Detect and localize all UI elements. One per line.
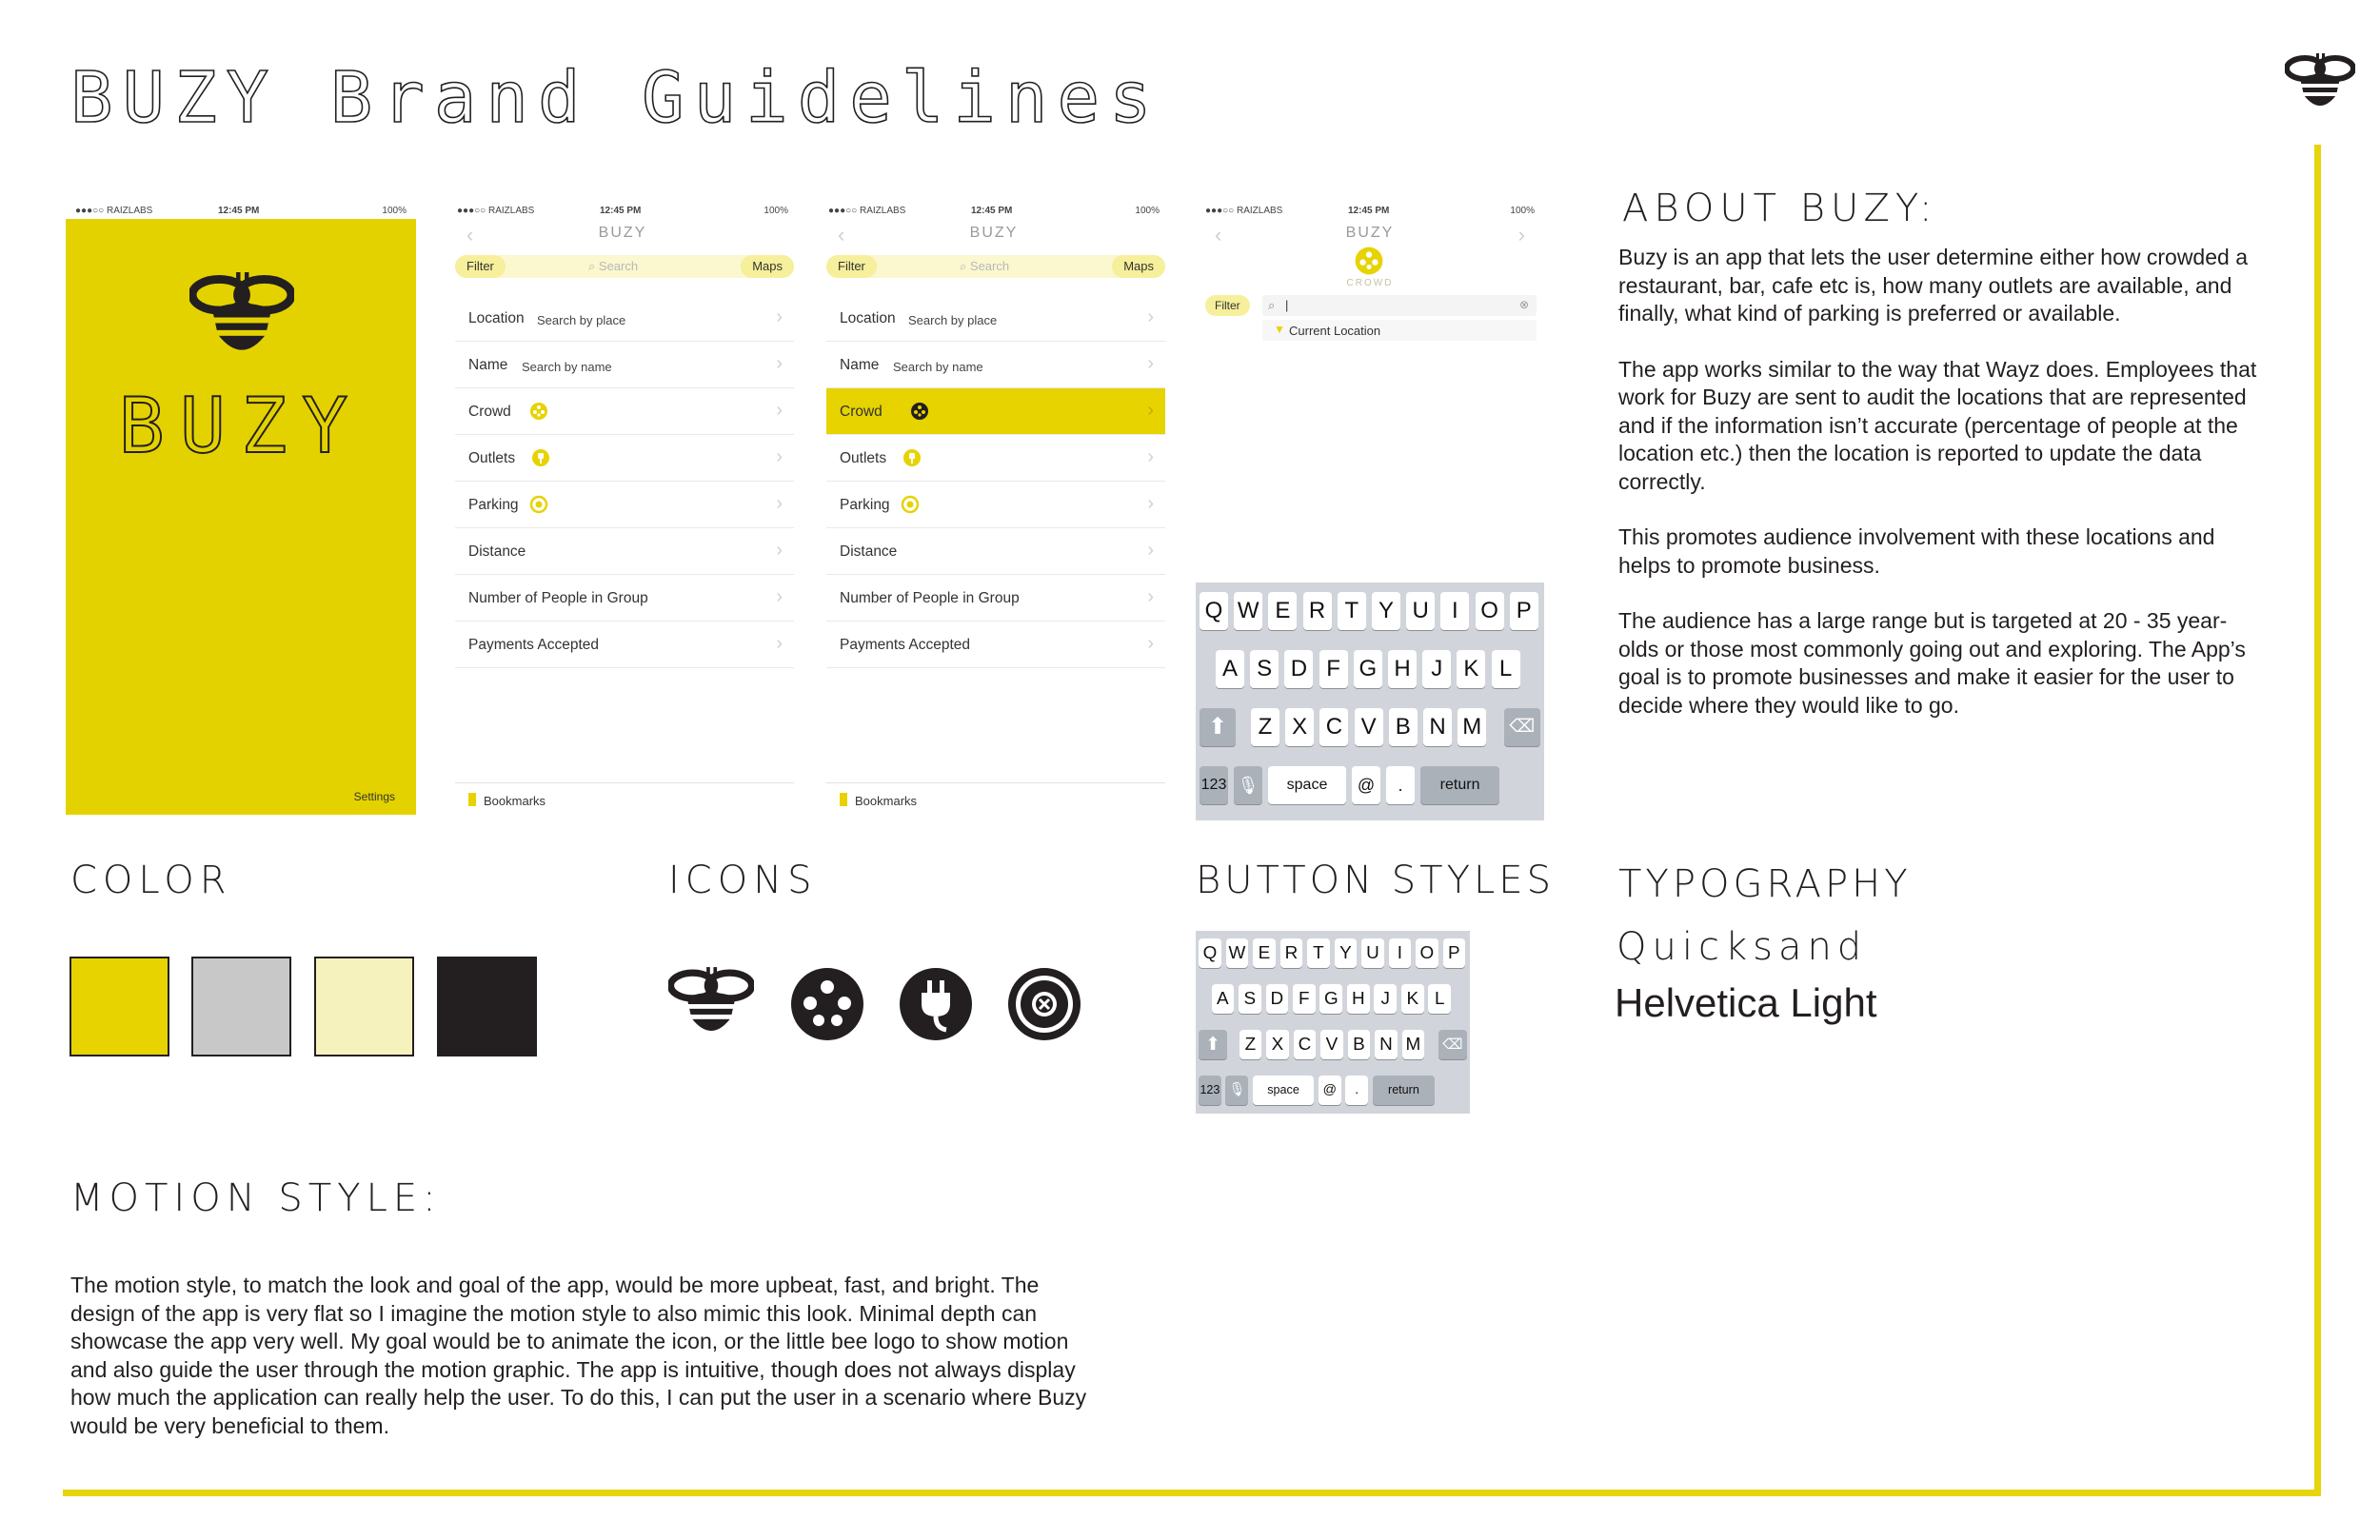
key-p[interactable]: P <box>1510 592 1538 630</box>
key-f[interactable]: F <box>1293 984 1316 1014</box>
key-n[interactable]: N <box>1423 708 1452 746</box>
filter-list <box>455 295 794 668</box>
at-key[interactable]: @ <box>1319 1076 1341 1105</box>
list-item-distance[interactable]: Distance › <box>455 528 794 575</box>
filter-button[interactable]: Filter <box>455 255 506 278</box>
filter-list <box>826 295 1165 668</box>
delete-key[interactable] <box>1504 708 1540 746</box>
dot-key[interactable]: . <box>1386 766 1415 804</box>
list-item-payments[interactable]: Payments Accepted › <box>455 622 794 668</box>
key-k[interactable]: K <box>1457 650 1485 688</box>
key-h[interactable]: H <box>1347 984 1370 1014</box>
search-icon: ⌕ <box>588 259 599 273</box>
about-text: Buzy is an app that lets the user determine either how crowded a restaurant, bar, cafe etc is, how many outlets are available, and finally, what kind of parking is preferred or available. The app works similar to the way that Wayz does. Employees that work for Buzy are sent to audit the locations that are represented and if the information isn’t accurate (percentage of people at the location etc.) then the location is reported to update the data correctly. This promotes audience involvement with these locations and helps to promote business. The audience has a large range but is targeted at 20 - 35 year-olds or those most commonly going out and exploring. The App’s goal is to promote businesses and make it easier for the user to decide where they would like to go. <box>1618 245 2257 718</box>
numbers-key[interactable]: 123 <box>1200 766 1228 804</box>
list-item-group-size[interactable]: Number of People in Group › <box>826 575 1165 622</box>
key-l[interactable]: L <box>1492 650 1520 688</box>
key-s[interactable]: S <box>1239 984 1261 1014</box>
bee-icon <box>189 272 294 363</box>
swatch-black <box>437 957 537 1056</box>
numbers-key[interactable]: 123 <box>1199 1076 1221 1105</box>
chevron-right-icon: › <box>1147 586 1154 607</box>
bookmark-icon <box>468 793 476 806</box>
list-item-outlets[interactable]: Outlets › <box>455 435 794 482</box>
key-g[interactable]: G <box>1319 984 1342 1014</box>
at-key[interactable]: @ <box>1352 766 1380 804</box>
parking-wheel-icon <box>1002 961 1087 1047</box>
key-w[interactable]: W <box>1226 938 1249 968</box>
key-i[interactable]: I <box>1389 938 1412 968</box>
motion-text: The motion style, to match the look and goal of the app, would be more upbeat, fast, and bright. The design of the app is very flat so I imagine the motion style to also mimic this look. Minimal depth can showcase the app very well. My goal would be to animate the icon, or the little bee logo to show motion and also guide the user through the motion graphic. The app is intuitive, though does not always display how much the application can really help the user. To do this, I can put the user in a scenario where Buzy would be very beneficial to them. <box>70 1273 1087 1438</box>
key-z[interactable]: Z <box>1240 1030 1262 1059</box>
phone-crowd-selected <box>819 196 1169 815</box>
keyboard-small <box>1196 931 1470 1114</box>
key-i[interactable]: I <box>1440 592 1469 630</box>
keyboard-large <box>1196 582 1544 820</box>
space-key[interactable]: space <box>1268 766 1346 804</box>
chevron-right-icon: › <box>776 586 783 607</box>
search-input[interactable]: ⌕ | ⊗ <box>1262 295 1537 316</box>
key-m[interactable]: M <box>1402 1030 1425 1059</box>
key-q[interactable]: Q <box>1200 592 1228 630</box>
outlet-plug-icon <box>902 448 922 467</box>
chevron-right-icon: › <box>1147 446 1154 467</box>
chevron-right-icon: › <box>1147 493 1154 514</box>
bookmarks-bar[interactable]: Bookmarks <box>455 782 794 815</box>
phone-filter-list <box>447 196 798 815</box>
key-v[interactable]: V <box>1355 708 1383 746</box>
key-l[interactable]: L <box>1428 984 1451 1014</box>
microphone-icon: 🎙 <box>1228 1081 1246 1097</box>
list-item-payments[interactable]: Payments Accepted › <box>826 622 1165 668</box>
chevron-right-icon: › <box>776 540 783 561</box>
key-d[interactable]: D <box>1266 984 1289 1014</box>
nav-title: BUZY <box>598 225 647 241</box>
frame-border-bottom <box>63 1490 2321 1496</box>
crowd-icon <box>910 402 929 421</box>
shift-key[interactable] <box>1200 708 1236 746</box>
list-item-distance[interactable]: Distance › <box>826 528 1165 575</box>
list-item-name[interactable]: Name Search by name › <box>826 342 1165 388</box>
key-x[interactable]: X <box>1285 708 1314 746</box>
search-input[interactable]: ⌕ Search <box>960 259 1010 273</box>
forward-chevron-icon[interactable]: › <box>1517 223 1525 247</box>
list-item-location[interactable]: Location Search by place › <box>826 295 1165 342</box>
search-input[interactable]: ⌕ Search <box>588 259 639 273</box>
list-item-outlets[interactable]: Outlets › <box>826 435 1165 482</box>
delete-key[interactable] <box>1438 1030 1467 1059</box>
key-c[interactable]: C <box>1319 708 1348 746</box>
chevron-right-icon: › <box>1147 540 1154 561</box>
button-styles-heading: BUTTON STYLES <box>1196 859 1555 902</box>
key-t[interactable]: T <box>1338 592 1366 630</box>
bookmark-icon <box>840 793 847 806</box>
chevron-right-icon: › <box>1147 633 1154 654</box>
back-chevron-icon[interactable]: ‹ <box>838 223 845 247</box>
chevron-right-icon: › <box>776 353 783 374</box>
key-m[interactable]: M <box>1458 708 1486 746</box>
key-c[interactable]: C <box>1294 1030 1317 1059</box>
back-chevron-icon[interactable]: ‹ <box>1215 223 1222 247</box>
chevron-right-icon: › <box>1147 400 1154 421</box>
key-j[interactable]: J <box>1374 984 1397 1014</box>
microphone-key[interactable] <box>1234 766 1262 804</box>
typography-heading: TYPOGRAPHY <box>1618 862 1912 906</box>
delete-icon: ⌫ <box>1509 717 1536 737</box>
maps-button[interactable]: Maps <box>741 255 794 278</box>
key-g[interactable]: G <box>1354 650 1382 688</box>
key-b[interactable]: B <box>1389 708 1418 746</box>
current-location-suggestion[interactable]: ▼ Current Location <box>1262 320 1537 341</box>
bee-logo-icon <box>2285 53 2355 114</box>
phone-splash-screen <box>66 196 416 815</box>
location-pin-icon: ▼ <box>1274 323 1285 336</box>
page-title: BUZY Brand Guidelines <box>70 57 1161 139</box>
search-bar <box>826 255 1165 278</box>
swatch-gray <box>191 957 291 1056</box>
key-e[interactable]: E <box>1253 938 1276 968</box>
list-item-name[interactable]: Name Search by name › <box>455 342 794 388</box>
list-item-crowd-active[interactable]: Crowd › <box>826 388 1165 435</box>
key-r[interactable]: R <box>1280 938 1303 968</box>
typography-sample-quicksand: Quicksand <box>1616 925 1868 969</box>
parking-wheel-icon <box>901 495 920 514</box>
dot-key[interactable]: . <box>1345 1076 1368 1105</box>
parking-wheel-icon <box>529 495 548 514</box>
microphone-key[interactable] <box>1225 1076 1248 1105</box>
key-d[interactable]: D <box>1284 650 1313 688</box>
return-key[interactable]: return <box>1420 766 1499 804</box>
search-icon: ⌕ <box>1268 298 1276 312</box>
chevron-right-icon: › <box>776 306 783 327</box>
chevron-right-icon: › <box>776 633 783 654</box>
filter-button[interactable]: Filter <box>1205 295 1250 316</box>
frame-border-right <box>2314 145 2321 1496</box>
key-r[interactable]: R <box>1303 592 1332 630</box>
outlet-plug-icon <box>531 448 550 467</box>
bookmarks-bar[interactable]: Bookmarks <box>826 782 1165 815</box>
shift-key[interactable] <box>1199 1030 1227 1059</box>
key-x[interactable]: X <box>1266 1030 1289 1059</box>
nav-title: BUZY <box>1345 225 1395 241</box>
bee-icon <box>668 961 754 1047</box>
status-bar: ●●●○○ RAIZLABS 12:45 PM 100% <box>1205 206 1535 216</box>
key-a[interactable]: A <box>1216 650 1244 688</box>
color-heading: COLOR <box>70 859 232 902</box>
icons-heading: ICONS <box>668 859 818 902</box>
nav-title: BUZY <box>969 225 1019 241</box>
key-t[interactable]: T <box>1307 938 1330 968</box>
key-y[interactable]: Y <box>1372 592 1400 630</box>
key-n[interactable]: N <box>1375 1030 1398 1059</box>
crowd-icon <box>784 961 870 1047</box>
swatch-brand-yellow <box>69 957 169 1056</box>
back-chevron-icon[interactable]: ‹ <box>466 223 474 247</box>
return-key[interactable]: return <box>1373 1076 1435 1105</box>
key-w[interactable]: W <box>1234 592 1262 630</box>
settings-link[interactable]: Settings <box>353 790 395 803</box>
list-item-crowd[interactable]: Crowd › <box>455 388 794 435</box>
key-v[interactable]: V <box>1320 1030 1343 1059</box>
microphone-icon: 🎙 <box>1237 776 1259 795</box>
chevron-right-icon: › <box>776 400 783 421</box>
key-e[interactable]: E <box>1268 592 1297 630</box>
status-bar: ●●●○○ RAIZLABS 12:45 PM 100% <box>75 206 407 216</box>
key-b[interactable]: B <box>1348 1030 1371 1059</box>
key-z[interactable]: Z <box>1251 708 1279 746</box>
list-item-parking[interactable]: Parking › <box>826 482 1165 528</box>
status-bar: ●●●○○ RAIZLABS 12:45 PM 100% <box>828 206 1160 216</box>
splash-brand-text: BUZY <box>118 382 364 470</box>
key-a[interactable]: A <box>1212 984 1235 1014</box>
key-y[interactable]: Y <box>1335 938 1358 968</box>
key-f[interactable]: F <box>1319 650 1348 688</box>
key-o[interactable]: O <box>1476 592 1504 630</box>
search-icon: ⌕ <box>960 259 970 273</box>
chevron-right-icon: › <box>1147 306 1154 327</box>
search-bar <box>455 255 794 278</box>
list-item-parking[interactable]: Parking › <box>455 482 794 528</box>
space-key[interactable]: space <box>1253 1076 1315 1105</box>
chevron-right-icon: › <box>776 493 783 514</box>
key-o[interactable]: O <box>1416 938 1438 968</box>
key-u[interactable]: U <box>1406 592 1435 630</box>
key-u[interactable]: U <box>1361 938 1384 968</box>
delete-icon: ⌫ <box>1442 1036 1463 1053</box>
key-k[interactable]: K <box>1401 984 1424 1014</box>
outlet-plug-icon <box>893 961 979 1047</box>
clear-icon[interactable]: ⊗ <box>1518 298 1529 311</box>
key-j[interactable]: J <box>1422 650 1451 688</box>
chevron-right-icon: › <box>1147 353 1154 374</box>
key-q[interactable]: Q <box>1199 938 1221 968</box>
filter-button[interactable]: Filter <box>826 255 877 278</box>
crowd-label: CROWD <box>1346 278 1394 288</box>
chevron-right-icon: › <box>776 446 783 467</box>
typography-sample-helvetica: Helvetica Light <box>1615 980 1877 1025</box>
list-item-group-size[interactable]: Number of People in Group › <box>455 575 794 622</box>
crowd-icon <box>529 402 548 421</box>
crowd-icon <box>1354 246 1384 276</box>
key-h[interactable]: H <box>1388 650 1417 688</box>
about-heading: ABOUT BUZY: <box>1622 187 1938 230</box>
shift-icon: ⬆ <box>1205 1034 1220 1055</box>
swatch-pale-yellow <box>314 957 414 1056</box>
status-bar: ●●●○○ RAIZLABS 12:45 PM 100% <box>457 206 788 216</box>
list-item-location[interactable]: Location Search by place › <box>455 295 794 342</box>
maps-button[interactable]: Maps <box>1112 255 1165 278</box>
motion-heading: MOTION STYLE: <box>70 1176 442 1220</box>
key-s[interactable]: S <box>1250 650 1279 688</box>
shift-icon: ⬆ <box>1207 714 1228 740</box>
key-p[interactable]: P <box>1443 938 1466 968</box>
